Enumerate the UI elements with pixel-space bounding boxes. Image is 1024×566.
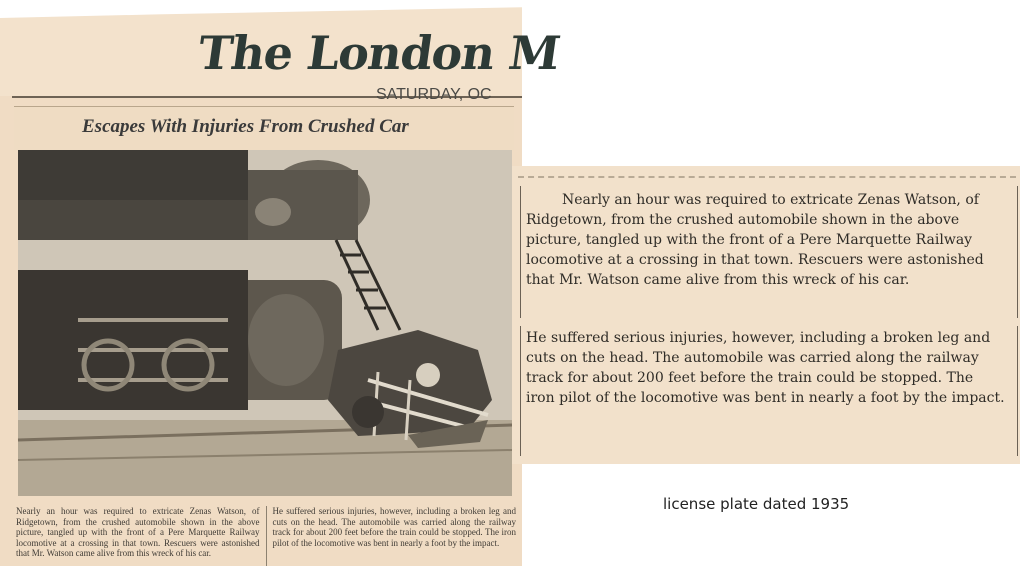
enlarged-paragraph-2: He suffered serious injuries, however, including a broken leg and cuts on the head. The automobile was carried along the railway track for about 200 feet before the train could be stopped. The iron pilot of the locomotive was bent in nearly a foot by the impact. [526, 330, 1005, 406]
caption-divider [266, 506, 267, 566]
caption-column-2: He suffered serious injuries, however, including a broken leg and cuts on the head. The automobile was carried along the railway track for about 200 feet before the train could be stopped. The iron pilot of the locomotive was bent in nearly a foot by the impact. [272, 506, 516, 548]
article-headline: Escapes With Injuries From Crushed Car [82, 116, 409, 137]
dateline: SATURDAY, OC [376, 86, 492, 103]
annotation-note: license plate dated 1935 [663, 495, 850, 513]
wreck-photo [18, 150, 512, 496]
newspaper-masthead: The London M [194, 26, 563, 80]
enlarged-caption [512, 166, 1020, 464]
enlarged-paragraph-1: Nearly an hour was required to extricate Zenas Watson, of Ridgetown, from the crushed automobile shown in the above picture, tangled up with the front of a Pere Marquette Railway locomotive at a crossing in that town. Rescuers were astonished that Mr. Watson came alive from this wreck of his car. [526, 192, 984, 288]
locomotive-photo-illustration [18, 150, 512, 496]
photo-caption [16, 506, 516, 566]
caption-column-1: Nearly an hour was required to extricate Zenas Watson, of Ridgetown, from the crushed automobile shown in the above picture, tangled up with the front of a Pere Marquette Railway locomotive at a crossing in that town. Rescuers were astonished that Mr. Watson came alive from this wreck of his car. [16, 506, 260, 558]
